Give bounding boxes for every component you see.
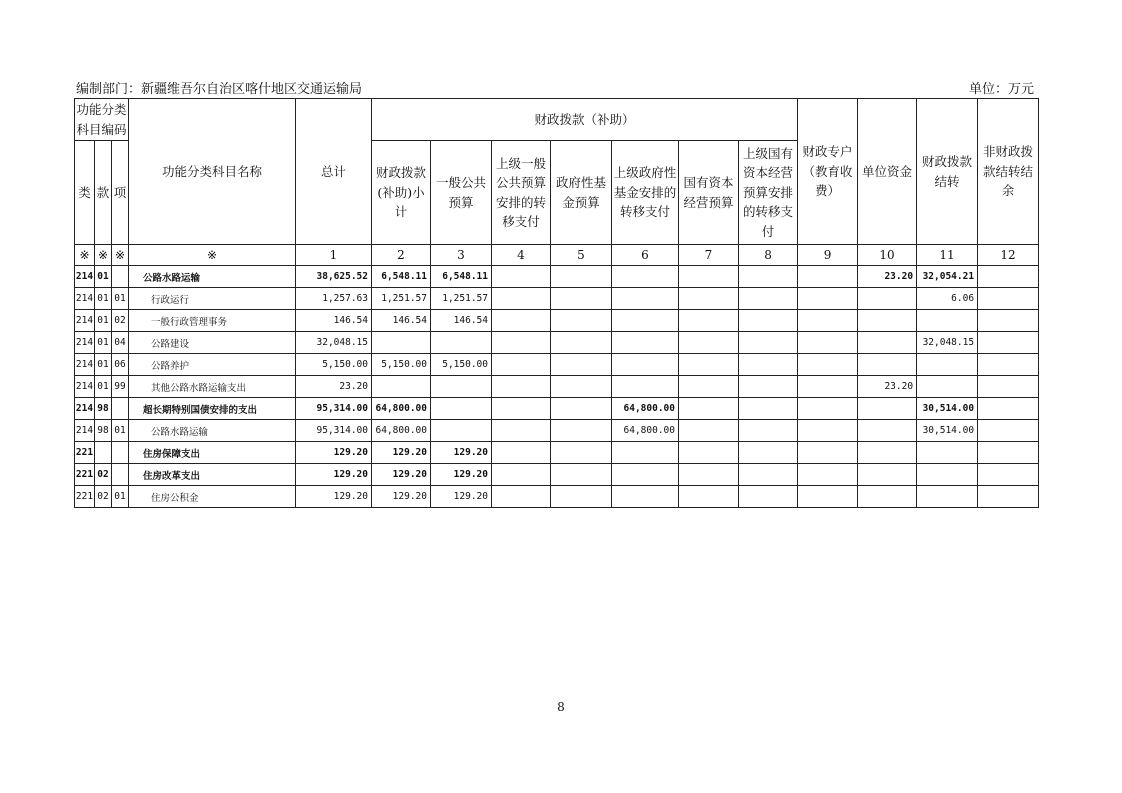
index-cell: 5: [551, 245, 612, 266]
state-capital-budget-header: 国有资本经营预算: [679, 141, 739, 245]
value-cell: 64,800.00: [612, 420, 679, 442]
value-cell: 23.20: [296, 376, 372, 398]
value-cell: [431, 420, 492, 442]
subtotal-col-header: 财政拨款(补助)小计: [372, 141, 431, 245]
xiang-code-cell: 01: [112, 288, 129, 310]
value-cell: 146.54: [431, 310, 492, 332]
subject-name-cell: 住房保障支出: [129, 442, 296, 464]
value-cell: [551, 486, 612, 508]
value-cell: [858, 354, 917, 376]
value-cell: 32,054.21: [917, 266, 978, 288]
value-cell: 23.20: [858, 376, 917, 398]
value-cell: 146.54: [372, 310, 431, 332]
lei-code-cell: 214: [75, 266, 95, 288]
lei-code-cell: 214: [75, 310, 95, 332]
special-account-header: 财政专户（教育收费）: [798, 99, 858, 245]
kuan-code-cell: 02: [95, 486, 112, 508]
subject-name-cell: 超长期特别国债安排的支出: [129, 398, 296, 420]
table-row: [75, 442, 1039, 464]
value-cell: [679, 354, 739, 376]
value-cell: 30,514.00: [917, 420, 978, 442]
value-cell: 6,548.11: [431, 266, 492, 288]
value-cell: [978, 420, 1039, 442]
value-cell: 32,048.15: [296, 332, 372, 354]
lei-code-cell: 214: [75, 288, 95, 310]
value-cell: [492, 464, 551, 486]
kuan-code-cell: [95, 442, 112, 464]
kuan-code-cell: 98: [95, 420, 112, 442]
table-row: [75, 376, 1039, 398]
subject-name-cell: 公路养护: [129, 354, 296, 376]
value-cell: [679, 266, 739, 288]
index-cell: 4: [492, 245, 551, 266]
value-cell: [917, 310, 978, 332]
value-cell: 129.20: [431, 486, 492, 508]
kuan-code-cell: 01: [95, 266, 112, 288]
index-cell: 10: [858, 245, 917, 266]
value-cell: [679, 442, 739, 464]
kuan-col-header: 款: [95, 141, 112, 245]
xiang-code-cell: [112, 442, 129, 464]
subject-name-cell: 住房改革支出: [129, 464, 296, 486]
value-cell: 64,800.00: [612, 398, 679, 420]
lei-code-cell: 214: [75, 420, 95, 442]
xiang-code-cell: 06: [112, 354, 129, 376]
value-cell: [739, 420, 798, 442]
value-cell: [612, 332, 679, 354]
code-group-header: 功能分类科目编码: [75, 99, 129, 141]
value-cell: [612, 442, 679, 464]
xiang-code-cell: 02: [112, 310, 129, 332]
value-cell: [551, 266, 612, 288]
value-cell: [978, 442, 1039, 464]
value-cell: [978, 288, 1039, 310]
kuan-code-cell: 01: [95, 332, 112, 354]
value-cell: [978, 398, 1039, 420]
value-cell: [858, 420, 917, 442]
name-col-header: 功能分类科目名称: [129, 99, 296, 245]
value-cell: 64,800.00: [372, 398, 431, 420]
xiang-code-cell: 04: [112, 332, 129, 354]
value-cell: 5,150.00: [372, 354, 431, 376]
value-cell: [612, 464, 679, 486]
index-cell: ※: [75, 245, 95, 266]
value-cell: [612, 266, 679, 288]
unit-label: 单位：万元: [968, 82, 1034, 97]
value-cell: [431, 376, 492, 398]
value-cell: [798, 354, 858, 376]
subject-name-cell: 公路建设: [129, 332, 296, 354]
value-cell: [798, 398, 858, 420]
table-row: [75, 332, 1039, 354]
xiang-code-cell: [112, 398, 129, 420]
value-cell: [492, 442, 551, 464]
budget-table: [74, 98, 1039, 508]
value-cell: [612, 310, 679, 332]
value-cell: 129.20: [372, 464, 431, 486]
value-cell: [978, 464, 1039, 486]
index-cell: ※: [95, 245, 112, 266]
value-cell: 5,150.00: [296, 354, 372, 376]
value-cell: [798, 288, 858, 310]
value-cell: [431, 332, 492, 354]
value-cell: [798, 464, 858, 486]
subject-name-cell: 行政运行: [129, 288, 296, 310]
value-cell: 1,251.57: [372, 288, 431, 310]
value-cell: 38,625.52: [296, 266, 372, 288]
index-cell: 11: [917, 245, 978, 266]
table-row: [75, 288, 1039, 310]
value-cell: 129.20: [372, 486, 431, 508]
unit-funds-header: 单位资金: [858, 99, 917, 245]
value-cell: [858, 442, 917, 464]
value-cell: [739, 442, 798, 464]
value-cell: [612, 288, 679, 310]
value-cell: [679, 288, 739, 310]
value-cell: [679, 332, 739, 354]
value-cell: [612, 486, 679, 508]
value-cell: [739, 354, 798, 376]
value-cell: [858, 332, 917, 354]
index-cell: 1: [296, 245, 372, 266]
xiang-code-cell: 01: [112, 486, 129, 508]
value-cell: [551, 420, 612, 442]
value-cell: [551, 310, 612, 332]
value-cell: [492, 398, 551, 420]
value-cell: [492, 332, 551, 354]
table-row: [75, 486, 1039, 508]
subject-name-cell: 公路水路运输: [129, 266, 296, 288]
value-cell: 129.20: [372, 442, 431, 464]
value-cell: 6,548.11: [372, 266, 431, 288]
subject-name-cell: 其他公路水路运输支出: [129, 376, 296, 398]
department-label: 编制部门：新疆维吾尔自治区喀什地区交通运输局: [76, 82, 363, 97]
value-cell: [551, 332, 612, 354]
kuan-code-cell: 02: [95, 464, 112, 486]
value-cell: [858, 288, 917, 310]
value-cell: [858, 398, 917, 420]
value-cell: [551, 398, 612, 420]
lei-code-cell: 221: [75, 464, 95, 486]
value-cell: 129.20: [296, 464, 372, 486]
index-cell: ※: [129, 245, 296, 266]
lei-code-cell: 214: [75, 398, 95, 420]
value-cell: [679, 398, 739, 420]
subject-name-cell: 公路水路运输: [129, 420, 296, 442]
subject-name-cell: 住房公积金: [129, 486, 296, 508]
xiang-code-cell: [112, 464, 129, 486]
value-cell: [978, 354, 1039, 376]
value-cell: 95,314.00: [296, 398, 372, 420]
table-row: [75, 398, 1039, 420]
value-cell: [739, 376, 798, 398]
value-cell: [978, 332, 1039, 354]
value-cell: [917, 376, 978, 398]
value-cell: [917, 442, 978, 464]
index-cell: 8: [739, 245, 798, 266]
value-cell: 1,251.57: [431, 288, 492, 310]
value-cell: 23.20: [858, 266, 917, 288]
value-cell: [551, 288, 612, 310]
value-cell: [978, 376, 1039, 398]
value-cell: [798, 486, 858, 508]
value-cell: [492, 376, 551, 398]
value-cell: [739, 288, 798, 310]
lei-code-cell: 221: [75, 486, 95, 508]
value-cell: [372, 376, 431, 398]
value-cell: [858, 486, 917, 508]
table-body: [75, 266, 1039, 508]
xiang-code-cell: [112, 266, 129, 288]
index-cell: 7: [679, 245, 739, 266]
table-row: [75, 266, 1039, 288]
value-cell: [739, 486, 798, 508]
index-cell: 9: [798, 245, 858, 266]
value-cell: 129.20: [296, 486, 372, 508]
value-cell: 32,048.15: [917, 332, 978, 354]
value-cell: [492, 288, 551, 310]
value-cell: [679, 420, 739, 442]
value-cell: [917, 486, 978, 508]
index-cell: 6: [612, 245, 679, 266]
value-cell: 129.20: [431, 464, 492, 486]
lei-code-cell: 214: [75, 332, 95, 354]
kuan-code-cell: 01: [95, 354, 112, 376]
value-cell: [551, 442, 612, 464]
value-cell: [679, 376, 739, 398]
subject-name-cell: 一般行政管理事务: [129, 310, 296, 332]
value-cell: [551, 464, 612, 486]
value-cell: [798, 310, 858, 332]
value-cell: [431, 398, 492, 420]
value-cell: 64,800.00: [372, 420, 431, 442]
lei-code-cell: 221: [75, 442, 95, 464]
lei-code-cell: 214: [75, 354, 95, 376]
total-col-header: 总计: [296, 99, 372, 245]
lei-code-cell: 214: [75, 376, 95, 398]
value-cell: [858, 310, 917, 332]
xiang-code-cell: 01: [112, 420, 129, 442]
table-row: [75, 420, 1039, 442]
table-row: [75, 464, 1039, 486]
value-cell: [492, 354, 551, 376]
index-row: [75, 245, 1039, 266]
value-cell: [492, 266, 551, 288]
kuan-code-cell: 98: [95, 398, 112, 420]
table-row: [75, 354, 1039, 376]
value-cell: [679, 310, 739, 332]
value-cell: [492, 486, 551, 508]
value-cell: [739, 332, 798, 354]
table-row: [75, 310, 1039, 332]
xiang-col-header: 项: [112, 141, 129, 245]
upper-gov-fund-transfer-header: 上级政府性基金安排的转移支付: [612, 141, 679, 245]
value-cell: 129.20: [296, 442, 372, 464]
lei-col-header: 类: [75, 141, 95, 245]
value-cell: [551, 376, 612, 398]
page-number: 8: [557, 700, 565, 714]
value-cell: [978, 266, 1039, 288]
value-cell: [612, 376, 679, 398]
value-cell: [612, 354, 679, 376]
index-cell: 12: [978, 245, 1039, 266]
value-cell: [798, 376, 858, 398]
value-cell: [739, 398, 798, 420]
upper-general-transfer-header: 上级一般公共预算安排的转移支付: [492, 141, 551, 245]
value-cell: [798, 442, 858, 464]
value-cell: [492, 310, 551, 332]
gov-fund-budget-header: 政府性基金预算: [551, 141, 612, 245]
value-cell: [679, 464, 739, 486]
value-cell: 5,150.00: [431, 354, 492, 376]
value-cell: [798, 420, 858, 442]
value-cell: 30,514.00: [917, 398, 978, 420]
value-cell: [739, 310, 798, 332]
value-cell: [739, 464, 798, 486]
fiscal-group-header: 财政拨款（补助）: [372, 99, 798, 141]
nonfiscal-carryover-header: 非财政拨款结转结余: [978, 99, 1039, 245]
value-cell: [492, 420, 551, 442]
general-budget-header: 一般公共预算: [431, 141, 492, 245]
value-cell: [739, 266, 798, 288]
fiscal-carryover-header: 财政拨款结转: [917, 99, 978, 245]
value-cell: [551, 354, 612, 376]
xiang-code-cell: 99: [112, 376, 129, 398]
value-cell: [917, 354, 978, 376]
kuan-code-cell: 01: [95, 288, 112, 310]
value-cell: 146.54: [296, 310, 372, 332]
index-cell: 2: [372, 245, 431, 266]
value-cell: [858, 464, 917, 486]
value-cell: 1,257.63: [296, 288, 372, 310]
kuan-code-cell: 01: [95, 310, 112, 332]
value-cell: [798, 332, 858, 354]
value-cell: [978, 486, 1039, 508]
value-cell: [798, 266, 858, 288]
value-cell: 95,314.00: [296, 420, 372, 442]
upper-state-capital-transfer-header: 上级国有资本经营预算安排的转移支付: [739, 141, 798, 245]
value-cell: [679, 486, 739, 508]
index-cell: 3: [431, 245, 492, 266]
value-cell: [917, 464, 978, 486]
value-cell: [978, 310, 1039, 332]
value-cell: 6.06: [917, 288, 978, 310]
kuan-code-cell: 01: [95, 376, 112, 398]
value-cell: 129.20: [431, 442, 492, 464]
index-cell: ※: [112, 245, 129, 266]
value-cell: [372, 332, 431, 354]
